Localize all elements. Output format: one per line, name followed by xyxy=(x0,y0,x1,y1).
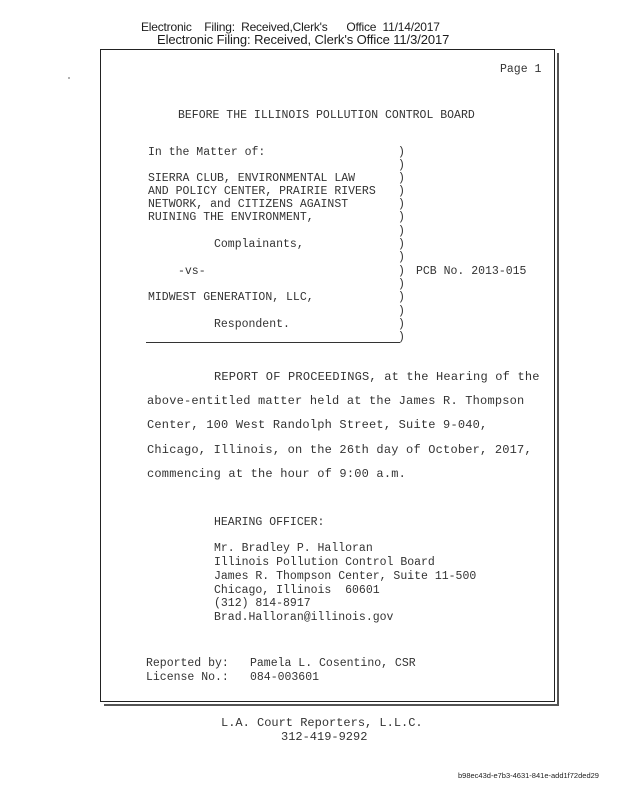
caption-underline xyxy=(146,342,400,343)
caption-paren: ) xyxy=(398,159,405,172)
report-line-3: Center, 100 West Randolph Street, Suite 9-040, xyxy=(147,418,488,432)
caption-paren: ) xyxy=(398,211,405,224)
report-line-2: above-entitled matter held at the James R. Thompson xyxy=(147,394,525,408)
complainant-line-1: SIERRA CLUB, ENVIRONMENTAL LAW xyxy=(148,172,356,185)
caption-paren: ) xyxy=(398,291,405,304)
court-reporter-company: L.A. Court Reporters, L.L.C. xyxy=(221,716,423,730)
hearing-officer-line-4: Chicago, Illinois 60601 xyxy=(214,584,380,597)
page-number: Page 1 xyxy=(500,63,542,76)
complainant-line-2: AND POLICY CENTER, PRAIRIE RIVERS xyxy=(148,185,376,198)
complainants-label: Complainants, xyxy=(214,238,304,251)
caption-paren: ) xyxy=(398,318,405,331)
caption-paren: ) xyxy=(398,238,405,251)
hearing-officer-label: HEARING OFFICER: xyxy=(214,516,325,529)
complainant-line-4: RUINING THE ENVIRONMENT, xyxy=(148,211,314,224)
caption-paren: ) xyxy=(398,278,405,291)
caption-paren: ) xyxy=(398,198,405,211)
caption-paren: ) xyxy=(398,251,405,264)
caption-paren: ) xyxy=(398,331,405,344)
court-reporter-phone: 312-419-9292 xyxy=(281,730,368,744)
caption-paren: ) xyxy=(398,172,405,185)
respondent-label: Respondent. xyxy=(214,318,290,331)
license-label: License No.: xyxy=(146,671,229,684)
license-value: 084-003601 xyxy=(250,671,320,684)
caption-paren: ) xyxy=(398,305,405,318)
scan-speck xyxy=(68,77,70,79)
report-line-5: commencing at the hour of 9:00 a.m. xyxy=(147,467,407,481)
board-heading: BEFORE THE ILLINOIS POLLUTION CONTROL BOARD xyxy=(178,109,475,122)
caption-paren: ) xyxy=(398,225,405,238)
filing-stamp-received-2: Electronic Filing: Received, Clerk's Office 11/3/2017 xyxy=(157,32,450,47)
hearing-officer-line-2: Illinois Pollution Control Board xyxy=(214,556,435,569)
reported-by-label: Reported by: xyxy=(146,657,229,670)
reported-by-value: Pamela L. Cosentino, CSR xyxy=(250,657,416,670)
hearing-officer-line-5: (312) 814-8917 xyxy=(214,597,311,610)
caption-paren: ) xyxy=(398,146,405,159)
hearing-officer-line-1: Mr. Bradley P. Halloran xyxy=(214,542,373,555)
complainant-line-3: NETWORK, and CITIZENS AGAINST xyxy=(148,198,349,211)
respondent-name: MIDWEST GENERATION, LLC, xyxy=(148,291,314,304)
in-the-matter-of: In the Matter of: xyxy=(148,146,266,159)
document-id: b98ec43d-e7b3-4631-841e-add1f72ded29 xyxy=(458,771,599,780)
caption-paren: ) xyxy=(398,185,405,198)
hearing-officer-line-3: James R. Thompson Center, Suite 11-500 xyxy=(214,570,477,583)
caption-paren: ) xyxy=(398,265,405,278)
filing-stamp-received-1: Electronic Filing: Received,Clerk's Office 11/14/2017 xyxy=(141,20,440,34)
case-number: PCB No. 2013-015 xyxy=(416,265,527,278)
versus-label: -vs- xyxy=(178,265,206,278)
report-line-4: Chicago, Illinois, on the 26th day of October, 2017, xyxy=(147,443,532,457)
hearing-officer-line-6: Brad.Halloran@illinois.gov xyxy=(214,611,394,624)
report-line-1: REPORT OF PROCEEDINGS, at the Hearing of the xyxy=(214,370,540,384)
